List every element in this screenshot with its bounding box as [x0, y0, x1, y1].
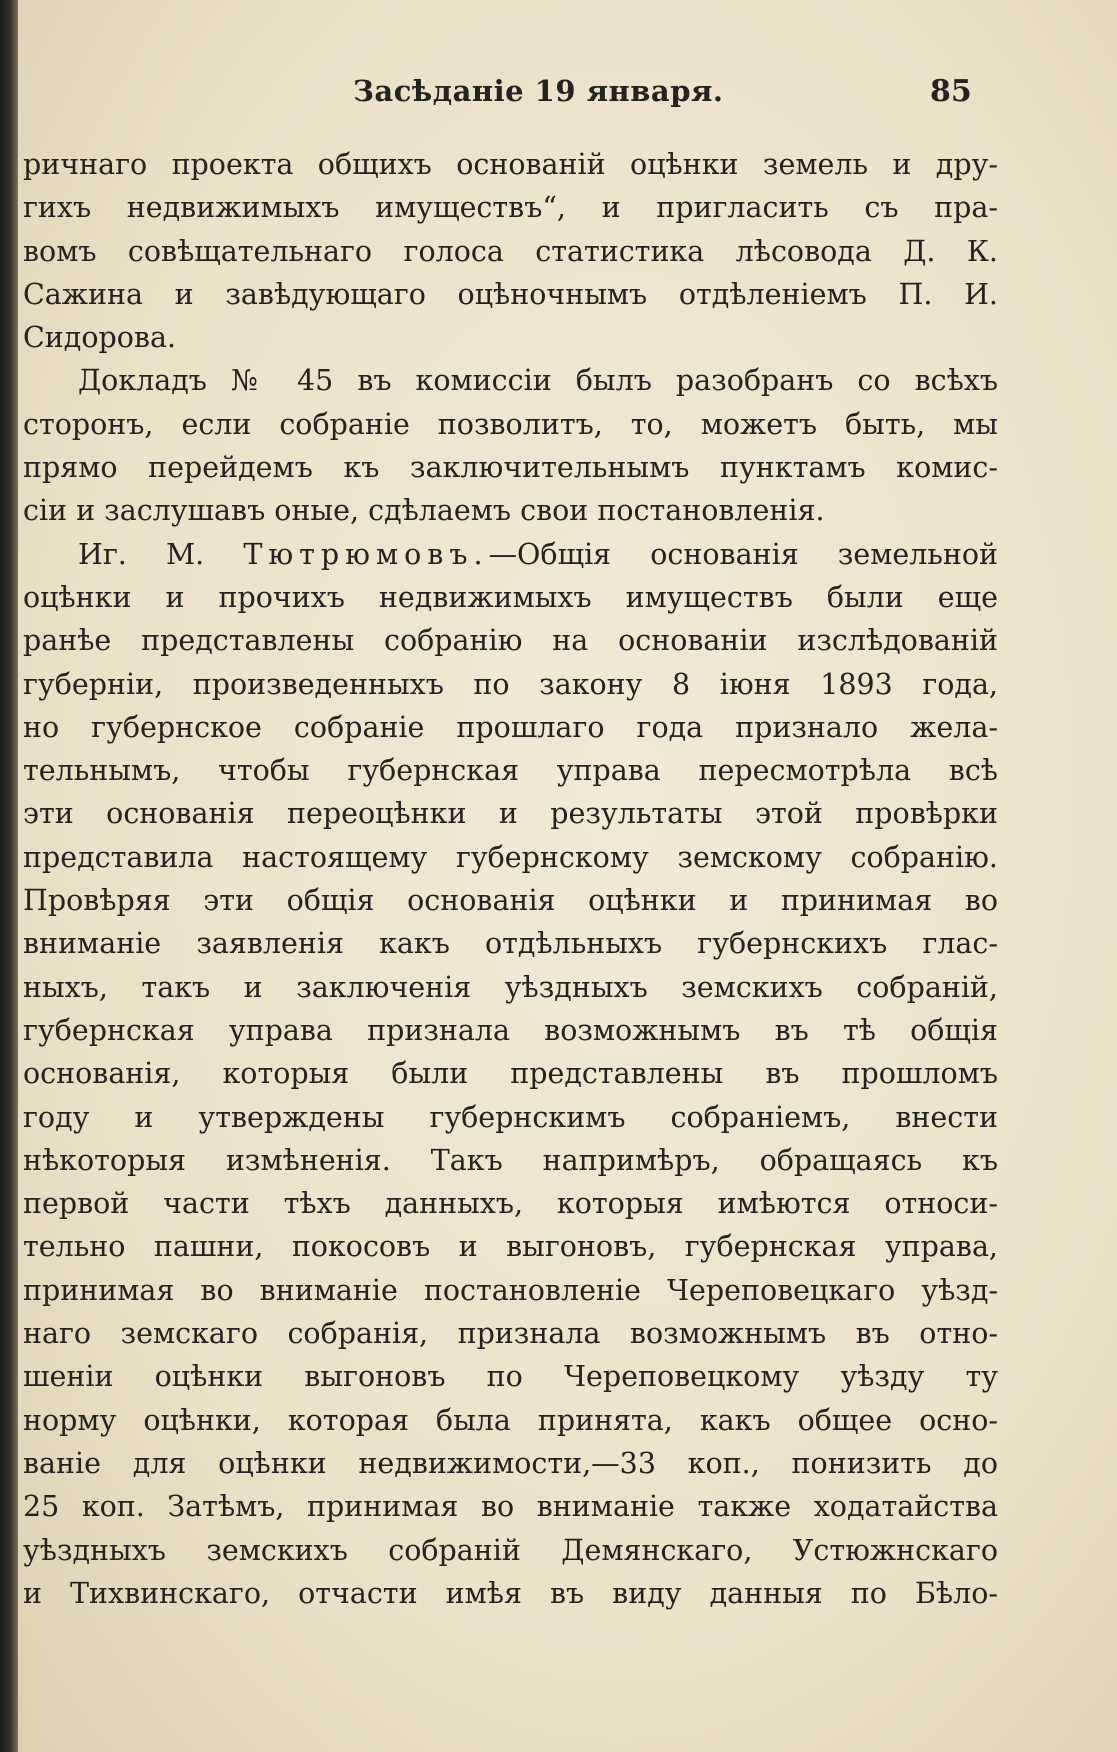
text-line: первой части тѣхъ данныхъ, которыя имѣются относи-: [23, 1187, 998, 1221]
text-line: ричнаго проекта общихъ основаній оцѣнки земель и дру-: [23, 148, 998, 181]
speaker-line: [23, 533, 998, 576]
text-line: Сажина и завѣдующаго оцѣночнымъ отдѣленіемъ П. И.: [23, 277, 998, 311]
body-text: [23, 143, 998, 1615]
text-line: норму оцѣнки, которая была принята, какъ общее осно-: [23, 1403, 998, 1437]
text-line: представила настоящему губернскому земскому собранію.: [23, 840, 998, 874]
text-line: 25 коп. Затѣмъ, принимая во вниманіе также ходатайства: [23, 1490, 998, 1524]
text-line: гихъ недвижимыхъ имуществъ“, и пригласить съ пра-: [23, 191, 998, 225]
text-line: наго земскаго собранія, признала возможнымъ въ отно-: [23, 1317, 998, 1351]
text-line: и Тихвинскаго, отчасти имѣя въ виду данныя по Бѣло-: [23, 1576, 998, 1610]
text-line: прямо перейдемъ къ заключительнымъ пунктамъ комис-: [23, 451, 998, 485]
text-line: эти основанія переоцѣнки и результаты этой провѣрки: [23, 797, 998, 831]
running-title: Засѣданіе 19 января.: [353, 74, 724, 108]
paragraph-1: [23, 143, 998, 359]
text-line: тельнымъ, чтобы губернская управа пересмотрѣла всѣ: [23, 754, 998, 788]
text-line: вниманіе заявленія какъ отдѣльныхъ губернскихъ глас-: [23, 927, 998, 961]
text-line: году и утверждены губернскимъ собраніемъ, внести: [23, 1100, 998, 1134]
text-line: нѣкоторыя измѣненія. Такъ напримѣръ, обращаясь къ: [23, 1143, 998, 1177]
text-line: Докладъ № 45 въ комиссіи былъ разобранъ со всѣхъ: [78, 364, 998, 398]
page-number: 85: [930, 74, 972, 109]
text-line: Сидорова.: [23, 321, 177, 355]
text-line: вомъ совѣщательнаго голоса статистика лѣсовода Д. К.: [23, 234, 998, 268]
text-line: шеніи оцѣнки выгоновъ по Череповецкому уѣзду ту: [23, 1360, 998, 1394]
text-line: губерніи, произведенныхъ по закону 8 іюня 1893 года,: [23, 667, 998, 701]
text-line: оцѣнки и прочихъ недвижимыхъ имуществъ были еще: [23, 580, 998, 614]
text-line: Провѣряя эти общія основанія оцѣнки и принимая во: [23, 884, 998, 918]
paragraph-3: [23, 533, 998, 1615]
paragraph-2: [23, 359, 998, 532]
text-line: основанія, которыя были представлены въ прошломъ: [23, 1057, 998, 1091]
text-line: губернская управа признала возможнымъ въ тѣ общія: [23, 1013, 998, 1047]
text-line-rest: —Общія основанія земельной: [488, 537, 998, 571]
page-header: [18, 74, 1117, 124]
text-line: ваніе для оцѣнки недвижимости,—33 коп., понизить до: [23, 1446, 998, 1480]
text-line: уѣздныхъ земскихъ собраній Демянскаго, Устюжнскаго: [23, 1533, 998, 1567]
text-line: сіи и заслушавъ оные, сдѣлаемъ свои постановленія.: [23, 494, 825, 528]
text-line: но губернское собраніе прошлаго года признало жела-: [23, 710, 998, 744]
text-line: принимая во вниманіе постановленіе Череповецкаго уѣзд-: [23, 1273, 998, 1307]
text-line: ныхъ, такъ и заключенія уѣздныхъ земскихъ собраній,: [23, 970, 998, 1004]
book-page: [18, 0, 1117, 1752]
text-line: ранѣе представлены собранію на основаніи изслѣдованій: [23, 624, 998, 658]
text-line: тельно пашни, покосовъ и выгоновъ, губернская управа,: [23, 1230, 998, 1264]
text-line: сторонъ, если собраніе позволитъ, то, можетъ быть, мы: [23, 407, 998, 441]
speaker-initials: Иг. М.: [78, 537, 205, 571]
book-binding-edge: [0, 0, 18, 1752]
speaker-name: Тютрюмовъ.: [243, 537, 489, 571]
